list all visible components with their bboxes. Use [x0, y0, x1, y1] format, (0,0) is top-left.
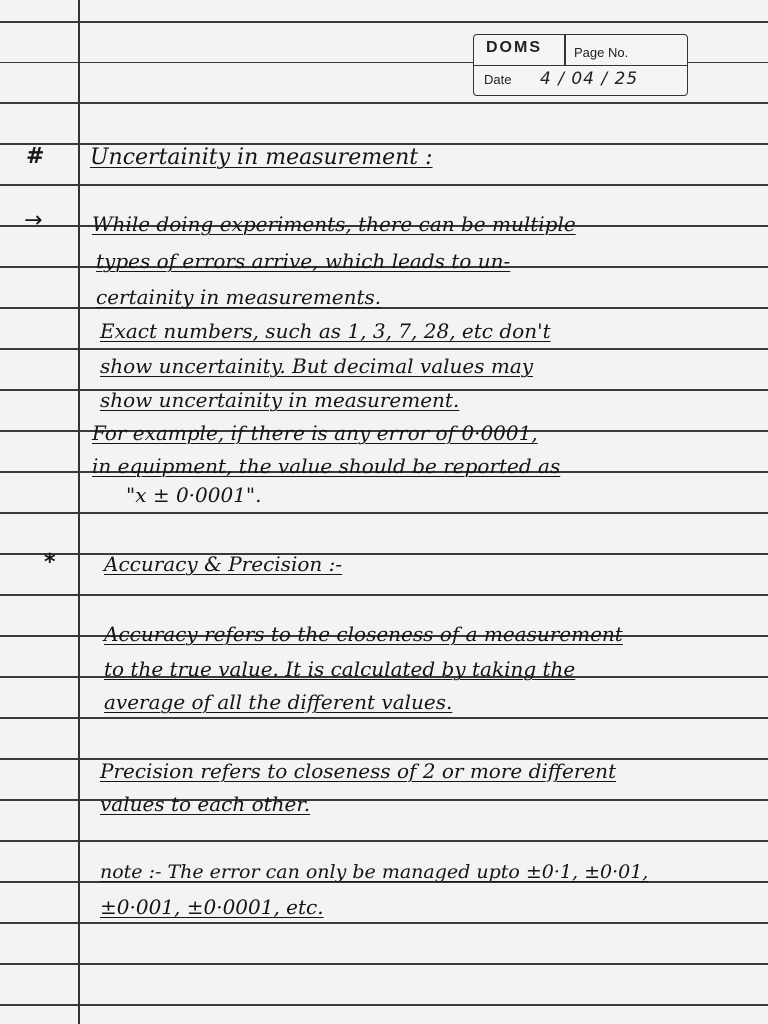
para2-line-1: Accuracy refers to the closeness of a measurement — [104, 622, 623, 646]
arrow-bullet: → — [24, 208, 43, 233]
para3-line-2: values to each other. — [100, 792, 311, 816]
hash-bullet: # — [26, 144, 45, 169]
page-no-label: Page No. — [574, 45, 629, 60]
para1-line-1: While doing experiments, there can be multiple — [92, 212, 576, 236]
para1-line-9: "x ± 0·0001". — [126, 483, 262, 507]
page-header-box — [473, 34, 688, 96]
para1-line-2: types of errors arrive, which leads to un- — [96, 249, 511, 273]
heading-accuracy-precision: Accuracy & Precision :- — [104, 552, 343, 576]
margin-line — [78, 0, 80, 1024]
para1-line-7: For example, if there is any error of 0·0001, — [92, 421, 538, 445]
note-line-2: ±0·001, ±0·0001, etc. — [100, 895, 324, 919]
brand-logo: DOMS — [486, 39, 542, 56]
date-value: 4 / 04 / 25 — [540, 69, 639, 89]
para1-line-5: show uncertainity. But decimal values may — [100, 354, 534, 378]
para1-line-8: in equipment, the value should be reported as — [92, 454, 561, 478]
note-line-1: note :- The error can only be managed upto ±0·1, ±0·01, — [100, 861, 649, 883]
para3-line-1: Precision refers to closeness of 2 or more different — [100, 759, 617, 783]
header-divider — [564, 35, 566, 65]
date-label: Date — [484, 72, 512, 87]
para2-line-3: average of all the different values. — [104, 690, 453, 714]
asterisk-bullet: * — [44, 550, 56, 575]
para1-line-6: show uncertainity in measurement. — [100, 388, 460, 412]
para1-line-3: certainity in measurements. — [96, 285, 382, 309]
para1-line-4: Exact numbers, such as 1, 3, 7, 28, etc don't — [100, 319, 551, 343]
heading-uncertainity: Uncertainity in measurement : — [90, 145, 433, 170]
para2-line-2: to the true value. It is calculated by taking the — [104, 657, 576, 681]
